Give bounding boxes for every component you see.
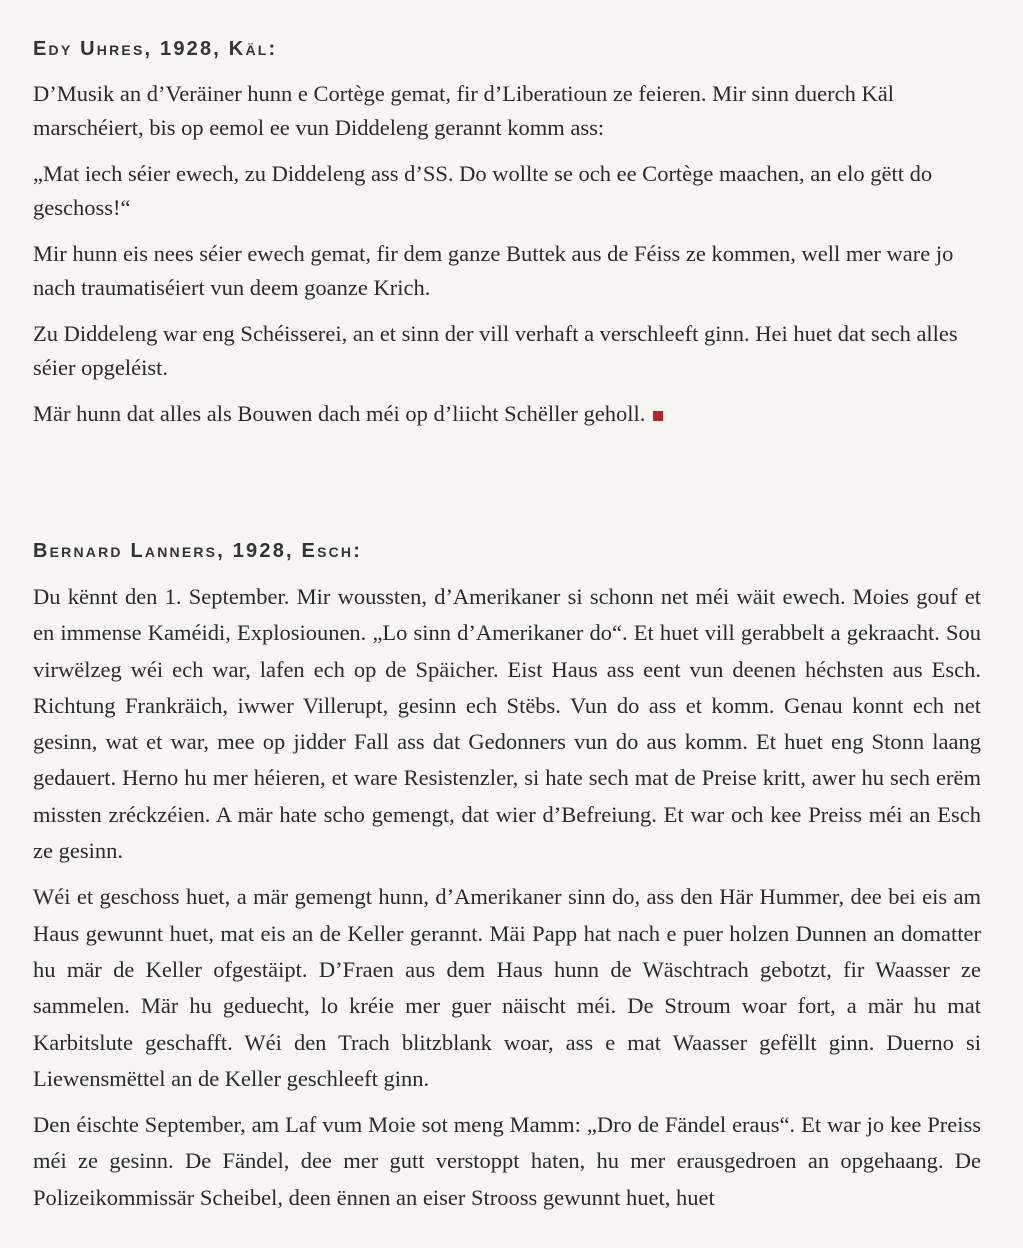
paragraph: Den éischte September, am Laf vum Moie sot meng Mamm: „Dro de Fändel eraus“. Et war jo kee Preiss méi ze gesinn. De Fändel, dee mer gutt verstoppt haten, hu mer erausgedroen an opgehaang. De Polizeikommissär Scheibel, deen ënnen an eiser Strooss gewunnt huet, huet <box>33 1112 981 1210</box>
section-heading: Bernard Lanners, 1928, Esch: <box>33 540 363 562</box>
end-mark-icon <box>653 411 663 421</box>
paragraph: Du kënnt den 1. September. Mir woussten, d’Amerikaner si schonn net méi wäit ewech. Moies gouf et en immense Kaméidi, Explosiounen. „Lo sinn d’Amerikaner do“. Et huet vill gerabbelt a gekraacht. Sou virwëlzeg wéi ech war, lafen ech op de Späicher. Eist Haus ass eent vun deenen héchsten aus Esch. Richtung Frankräich, iwwer Villerupt, gesinn ech Stëbs. Vun do ass et komm. Genau konnt ech net gesinn, wat et war, mee op jidder Fall ass dat Gedonners vun do aus komm. Et huet eng Stonn laang gedauert. Herno hu mer héieren, et ware Resistenzler, si hate sech mat de Preise kritt, awer hu sech erëm missten zréckzéien. A mär hate scho gemengt, dat wier d’Befreiung. Et war och kee Preiss méi an Esch ze gesinn. <box>33 584 981 864</box>
paragraph: D’Musik an d’Veräiner hunn e Cortège gemat, fir d’Liberatioun ze feieren. Mir sinn duerch Käl marschéiert, bis op eemol ee vun Diddeleng gerannt komm ass: <box>33 81 894 140</box>
paragraph-last <box>33 397 981 431</box>
paragraph: „Mat iech séier ewech, zu Diddeleng ass d’SS. Do wollte se och ee Cortège maachen, an elo gëtt do geschoss!“ <box>33 161 933 220</box>
paragraph: Zu Diddeleng war eng Schéisserei, an et sinn der vill verhaft a verschleeft ginn. Hei huet dat sech alles séier opgeléist. <box>33 321 958 380</box>
paragraph: Mir hunn eis nees séier ewech gemat, fir dem ganze Buttek aus de Féiss ze kommen, well mer ware jo nach traumatiséiert vun deem goanze Krich. <box>33 241 954 300</box>
paragraph: Wéi et geschoss huet, a mär gemengt hunn, d’Amerikaner sinn do, ass den Här Hummer, dee bei eis am Haus gewunnt huet, mat eis an de Keller gerannt. Mäi Papp hat nach e puer holzen Dunnen an domatter hu mär de Keller ofgestäipt. D’Fraen aus dem Haus hunn de Wäschtrach gebotzt, fir Waasser ze sammelen. Mär hu geduecht, lo kréie mer guer näischt méi. De Stroum woar fort, a mär hu mat Karbitslute geschafft. Wéi den Trach blitzblank woar, ass e mat Waasser gefëllt ginn. Duerno si Liewensmëttel an de Keller geschleeft ginn. <box>33 884 981 1091</box>
testimony-edy-uhres <box>33 38 981 443</box>
section-heading: Edy Uhres, 1928, Käl: <box>33 38 278 60</box>
paragraph-text: Mär hunn dat alles als Bouwen dach méi op d’liicht Schëller geholl. <box>33 401 646 426</box>
testimony-bernard-lanners <box>33 540 981 1226</box>
